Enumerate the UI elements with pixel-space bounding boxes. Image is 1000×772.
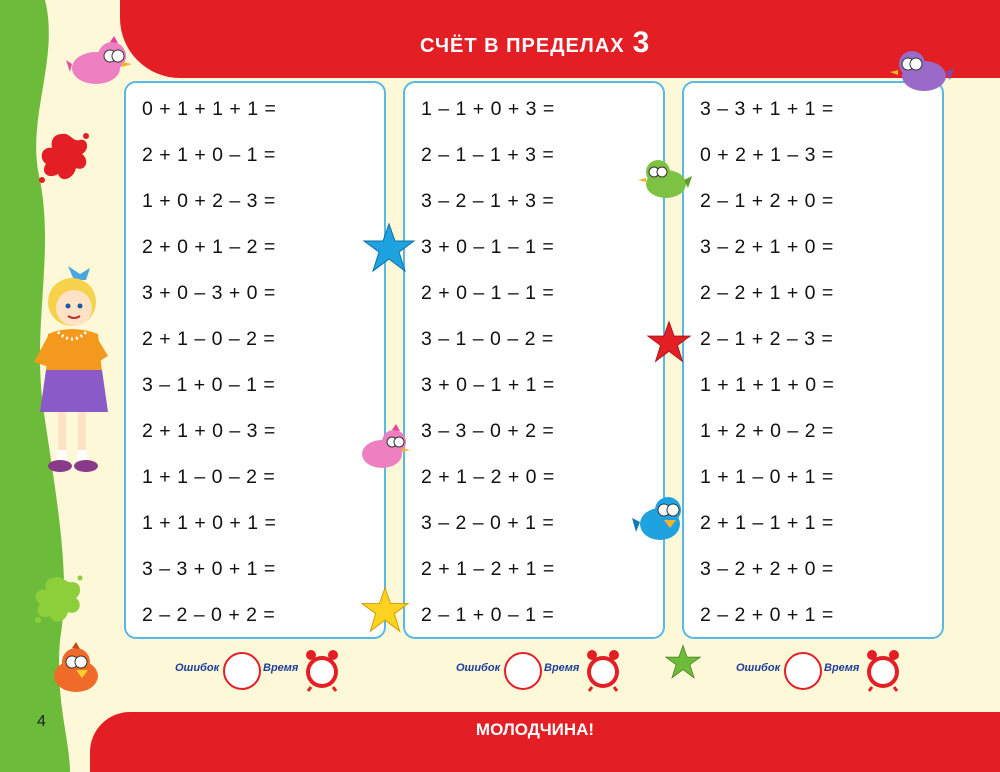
paint-splash-red-icon: [36, 128, 92, 188]
star-red-icon: [646, 320, 692, 364]
paint-splash-green-icon: [30, 572, 86, 628]
star-yellow-icon: [360, 586, 410, 634]
equation-row: 2 – 2 – 0 + 2 =: [142, 604, 276, 626]
equation-row: 0 + 1 + 1 + 1 =: [142, 98, 277, 120]
equation-row: 2 + 1 – 2 + 1 =: [421, 558, 555, 580]
equation-row: 1 + 2 + 0 – 2 =: [700, 420, 834, 442]
time-label: Время: [263, 662, 299, 674]
star-green-icon: [664, 644, 702, 680]
equation-row: 3 + 0 – 1 + 1 =: [421, 374, 555, 396]
exercise-column-3: [682, 81, 944, 639]
girl-illustration: [28, 262, 112, 480]
errors-label: Ошибок: [175, 662, 220, 674]
equation-row: 2 – 1 + 2 – 3 =: [700, 328, 834, 350]
time-label: Время: [824, 662, 860, 674]
equation-row: 1 + 1 – 0 + 1 =: [700, 466, 834, 488]
equation-row: 2 + 1 – 2 + 0 =: [421, 466, 555, 488]
equation-row: 3 – 2 + 2 + 0 =: [700, 558, 834, 580]
errors-circle[interactable]: [223, 652, 261, 690]
errors-label: Ошибок: [736, 662, 781, 674]
score-group-1: [175, 648, 345, 692]
bird-orange-icon: [42, 640, 108, 700]
equation-row: 3 – 3 – 0 + 2 =: [421, 420, 555, 442]
equation-row: 2 + 1 + 0 – 1 =: [142, 144, 276, 166]
equation-row: 3 – 2 – 0 + 1 =: [421, 512, 555, 534]
equation-row: 2 + 1 – 0 – 2 =: [142, 328, 276, 350]
equation-row: 3 – 3 + 1 + 1 =: [700, 98, 834, 120]
equation-row: 3 – 1 + 0 – 1 =: [142, 374, 276, 396]
alarm-clock-icon: [303, 648, 341, 692]
equation-row: 3 + 0 – 3 + 0 =: [142, 282, 276, 304]
equation-row: 1 + 1 – 0 – 2 =: [142, 466, 276, 488]
equation-row: 3 – 3 + 0 + 1 =: [142, 558, 276, 580]
page-title-text: СЧЁТ В ПРЕДЕЛАХ: [420, 35, 625, 57]
equation-row: 3 + 0 – 1 – 1 =: [421, 236, 555, 258]
equation-row: 1 + 0 + 2 – 3 =: [142, 190, 276, 212]
equation-row: 2 – 1 + 0 – 1 =: [421, 604, 555, 626]
score-group-2: [456, 648, 626, 692]
equation-row: 2 – 2 + 0 + 1 =: [700, 604, 834, 626]
alarm-clock-icon: [584, 648, 622, 692]
bird-purple-icon: [890, 44, 954, 98]
equation-row: 1 – 1 + 0 + 3 =: [421, 98, 555, 120]
equation-row: 2 + 0 + 1 – 2 =: [142, 236, 276, 258]
errors-circle[interactable]: [504, 652, 542, 690]
page-number: 4: [37, 713, 46, 730]
equation-row: 3 – 2 – 1 + 3 =: [421, 190, 555, 212]
equation-row: 2 – 2 + 1 + 0 =: [700, 282, 834, 304]
page-title: [420, 26, 650, 66]
time-label: Время: [544, 662, 580, 674]
equation-row: 1 + 1 + 0 + 1 =: [142, 512, 277, 534]
errors-circle[interactable]: [784, 652, 822, 690]
equation-row: 3 – 1 – 0 – 2 =: [421, 328, 554, 350]
bird-blue-icon: [630, 488, 690, 550]
bird-pink-icon: [66, 34, 138, 92]
errors-label: Ошибок: [456, 662, 501, 674]
equation-row: 2 – 1 + 2 + 0 =: [700, 190, 834, 212]
page-title-number: 3: [632, 26, 651, 59]
exercise-column-1: [124, 81, 386, 639]
bird-pink-icon: [356, 420, 414, 476]
equation-row: 2 – 1 – 1 + 3 =: [421, 144, 555, 166]
praise-text: МОЛОДЧИНА!: [475, 720, 595, 739]
score-group-3: [736, 648, 906, 692]
exercise-column-2: [403, 81, 665, 639]
star-blue-icon: [362, 222, 416, 274]
equation-row: 2 + 1 + 0 – 3 =: [142, 420, 276, 442]
equation-row: 2 + 1 – 1 + 1 =: [700, 512, 834, 534]
bird-green-icon: [636, 152, 692, 206]
alarm-clock-icon: [864, 648, 902, 692]
equation-row: 1 + 1 + 1 + 0 =: [700, 374, 835, 396]
equation-row: 2 + 0 – 1 – 1 =: [421, 282, 555, 304]
equation-row: 0 + 2 + 1 – 3 =: [700, 144, 834, 166]
equation-row: 3 – 2 + 1 + 0 =: [700, 236, 834, 258]
